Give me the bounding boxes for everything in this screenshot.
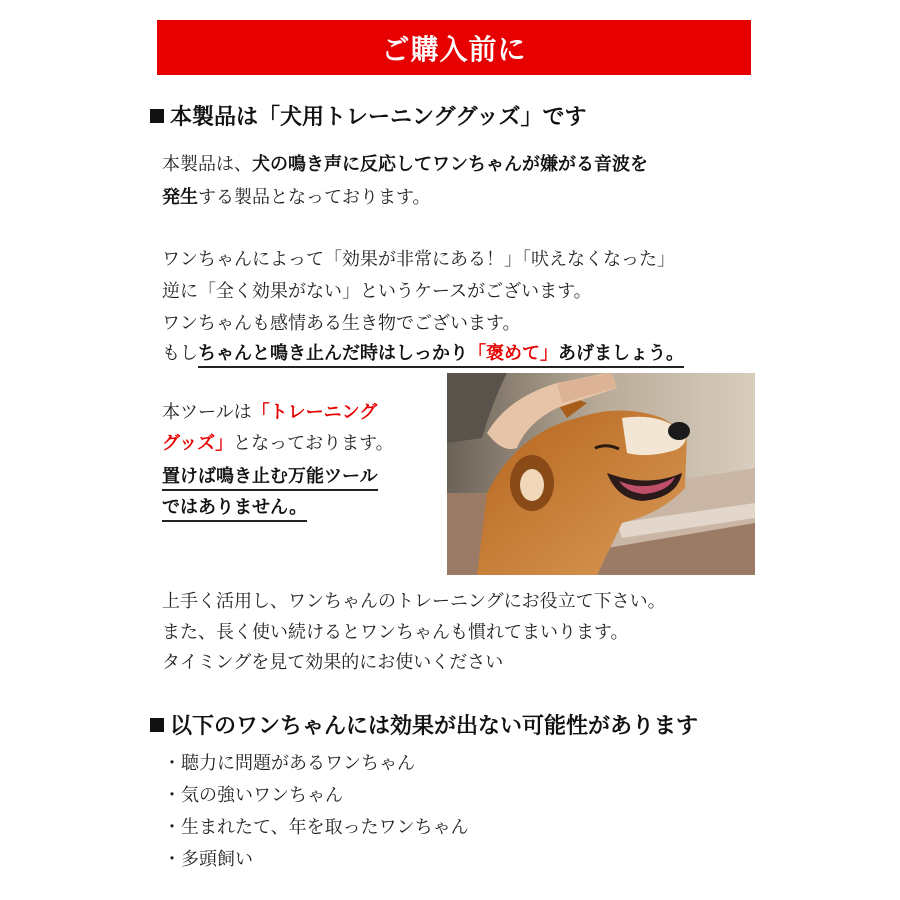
p3-line2: また、長く使い続けるとワンちゃんも慣れてまいります。 bbox=[162, 622, 629, 643]
list-item: ・気の強いワンちゃん bbox=[163, 785, 343, 806]
tool-l2-normal: となっております。 bbox=[233, 433, 394, 454]
p2-l4-red: 「褒めて」 bbox=[468, 343, 558, 364]
section-heading-product bbox=[150, 100, 586, 131]
banner-title: ご購入前に bbox=[381, 32, 527, 66]
p3-line3: タイミングを見て効果的にお使いください bbox=[162, 652, 504, 673]
p2-l4-bold-end: あげましょう。 bbox=[558, 343, 684, 364]
shiba-dog-being-petted-icon bbox=[447, 373, 755, 575]
p1-l1-normal: 本製品は、 bbox=[162, 154, 252, 175]
tool-line4 bbox=[162, 493, 307, 519]
list-item: ・多頭飼い bbox=[163, 849, 253, 870]
tool-line1 bbox=[162, 398, 377, 424]
tool-l4-bold: ではありません。 bbox=[162, 497, 307, 522]
tool-l2-red: グッズ」 bbox=[162, 433, 234, 454]
p1-l2-bold: 発生 bbox=[162, 187, 198, 208]
title-banner bbox=[157, 20, 751, 75]
p2-line1: ワンちゃんによって「効果が非常にある！」「吠えなくなった」 bbox=[162, 249, 675, 270]
p2-line4 bbox=[162, 339, 684, 365]
list-item: ・聴力に問題があるワンちゃん bbox=[163, 753, 415, 774]
p1-l2-normal: する製品となっております。 bbox=[198, 187, 431, 208]
tool-line2 bbox=[162, 429, 394, 455]
p1-line1 bbox=[162, 150, 648, 176]
section1-heading-text: 本製品は「犬用トレーニンググッズ」です bbox=[170, 105, 587, 130]
square-bullet-icon bbox=[150, 109, 164, 123]
section2-heading-text: 以下のワンちゃんには効果が出ない可能性があります bbox=[170, 714, 699, 739]
tool-l1-normal: 本ツールは bbox=[162, 402, 252, 423]
p2-l4-normal: もし bbox=[162, 343, 198, 364]
tool-l1-red: 「トレーニング bbox=[251, 402, 378, 423]
p2-line3: ワンちゃんも感情ある生き物でございます。 bbox=[162, 313, 521, 334]
p2-line2: 逆に「全く効果がない」というケースがございます。 bbox=[162, 281, 592, 302]
p1-l1-bold: 犬の鳴き声に反応してワンちゃんが嫌がる音波を bbox=[252, 154, 648, 175]
list-item: ・生まれたて、年を取ったワンちゃん bbox=[163, 817, 469, 838]
tool-line3 bbox=[162, 462, 378, 488]
p2-l4-bold: ちゃんと鳴き止んだ時はしっかり bbox=[198, 343, 468, 364]
square-bullet-icon bbox=[150, 718, 164, 732]
tool-l3-bold: 置けば鳴き止む万能ツール bbox=[162, 466, 378, 491]
shiba-dog-photo bbox=[447, 373, 755, 575]
section-heading-warning bbox=[150, 709, 698, 740]
p1-line2 bbox=[162, 183, 431, 209]
p3-line1: 上手く活用し、ワンちゃんのトレーニングにお役立て下さい。 bbox=[162, 591, 666, 612]
